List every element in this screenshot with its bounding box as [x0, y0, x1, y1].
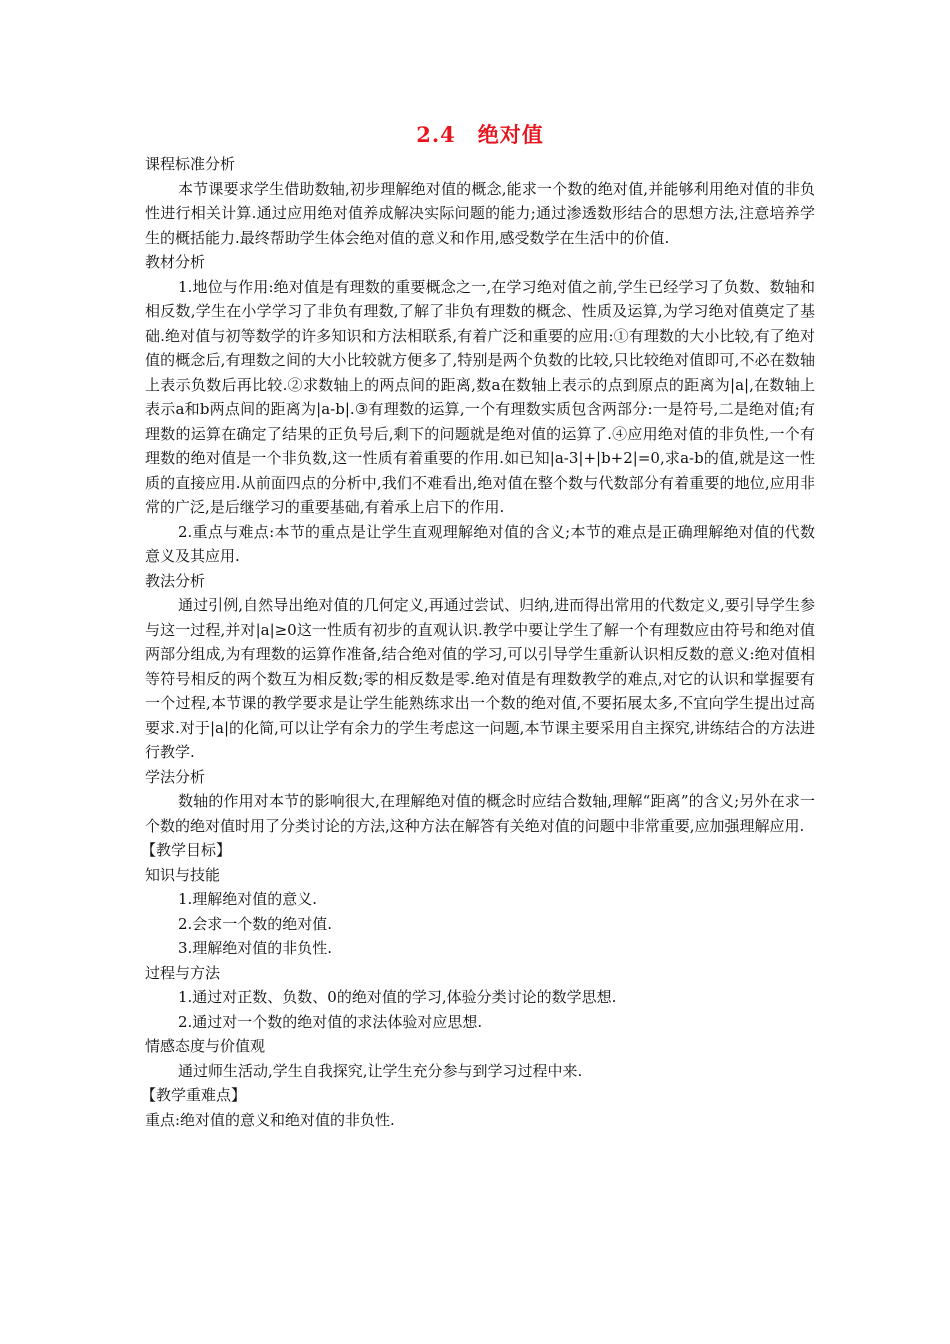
key-points-focus: 重点:绝对值的意义和绝对值的非负性. [145, 1110, 395, 1129]
teaching-method-paragraph: 通过引例,自然导出绝对值的几何定义,再通过尝试、归纳,进而得出常用的代数定义,要引导学生参与这一过程,并对|a|≥0这一性质有初步的直观认识.教学中要让学生了解一个有理数应由符号和绝对值两部分组成,为有理数的运算作准备,结合绝对值的学习,可以引导学生重新认识相反数的意义:绝对值相等符号相反的两个数互为相反数;零的相反数是零.绝对值是有理数教学的难点,对它的认识和掌握要有一个过程,本节课的教学要求是让学生能熟练求出一个数的绝对值,不要拓展太多,不宜向学生提出过高要求.对于|a|的化简,可以让学有余力的学生考虑这一问题,本节课主要采用自主探究,讲练结合的方法进行教学. [145, 596, 815, 761]
process-item: 2.通过对一个数的绝对值的求法体验对应思想. [178, 1012, 483, 1031]
section-heading-teaching-method: 教法分析 [145, 571, 206, 590]
emotion-paragraph: 通过师生活动,学生自我探究,让学生充分参与到学习过程中来. [178, 1061, 583, 1080]
knowledge-item: 2.会求一个数的绝对值. [178, 914, 333, 933]
section-heading-objectives: 【教学目标】 [141, 841, 232, 859]
subheading-process: 过程与方法 [145, 963, 221, 982]
section-heading-key-points: 【教学重难点】 [141, 1086, 247, 1104]
knowledge-item: 1.理解绝对值的意义. [178, 890, 318, 908]
section-heading-curriculum: 课程标准分析 [145, 155, 236, 173]
document-page [141, 118, 815, 1132]
curriculum-paragraph: 本节课要求学生借助数轴,初步理解绝对值的概念,能求一个数的绝对值,并能够利用绝对值的非负性进行相关计算.通过应用绝对值养成解决实际问题的能力;通过渗透数形结合的思想方法,注意培养学生的概括能力.最终帮助学生体会绝对值的意义和作用,感受数学在生活中的价值. [145, 179, 815, 247]
page-title: 2.4 绝对值 [416, 122, 544, 147]
textbook-paragraph-2: 2.重点与难点:本节的重点是让学生直观理解绝对值的含义;本节的难点是正确理解绝对值的代数意义及其应用. [145, 522, 815, 565]
subheading-emotion: 情感态度与价值观 [145, 1037, 266, 1055]
knowledge-item: 3.理解绝对值的非负性. [178, 939, 333, 957]
section-heading-learning-method: 学法分析 [145, 767, 206, 786]
learning-method-paragraph: 数轴的作用对本节的影响很大,在理解绝对值的概念时应结合数轴,理解“距离”的含义;另外在求一个数的绝对值时用了分类讨论的方法,这种方法在解答有关绝对值的问题中非常重要,应加强理解应用. [145, 792, 815, 835]
textbook-paragraph-1: 1.地位与作用:绝对值是有理数的重要概念之一,在学习绝对值之前,学生已经学习了负数、数轴和相反数,学生在小学学习了非负有理数,了解了非负有理数的概念、性质及运算,为学习绝对值奠定了基础.绝对值与初等数学的许多知识和方法相联系,有着广泛和重要的应用:①有理数的大小比较,有了绝对值的概念后,有理数之间的大小比较就方便多了,特别是两个负数的比较,只比较绝对值即可,不必在数轴上表示负数后再比较.②求数轴上的两点间的距离,数a在数轴上表示的点到原点的距离为|a|,在数轴上表示a和b两点间的距离为|a-b|.③有理数的运算,一个有理数实质包含两部分:一是符号,二是绝对值;有理数的运算在确定了结果的正负号后,剩下的问题就是绝对值的运算了.④应用绝对值的非负性,一个有理数的绝对值是一个非负数,这一性质有着重要的作用.如已知|a-3|+|b+2|=0,求a-b的值,就是这一性质的直接应用.从前面四点的分析中,我们不难看出,绝对值在整个数与代数部分有着重要的地位,应用非常的广泛,是后继学习的重要基础,有着承上启下的作用. [145, 277, 815, 516]
subheading-knowledge: 知识与技能 [145, 865, 221, 884]
process-item: 1.通过对正数、负数、0的绝对值的学习,体验分类讨论的数学思想. [178, 988, 617, 1006]
section-heading-textbook: 教材分析 [145, 253, 206, 271]
